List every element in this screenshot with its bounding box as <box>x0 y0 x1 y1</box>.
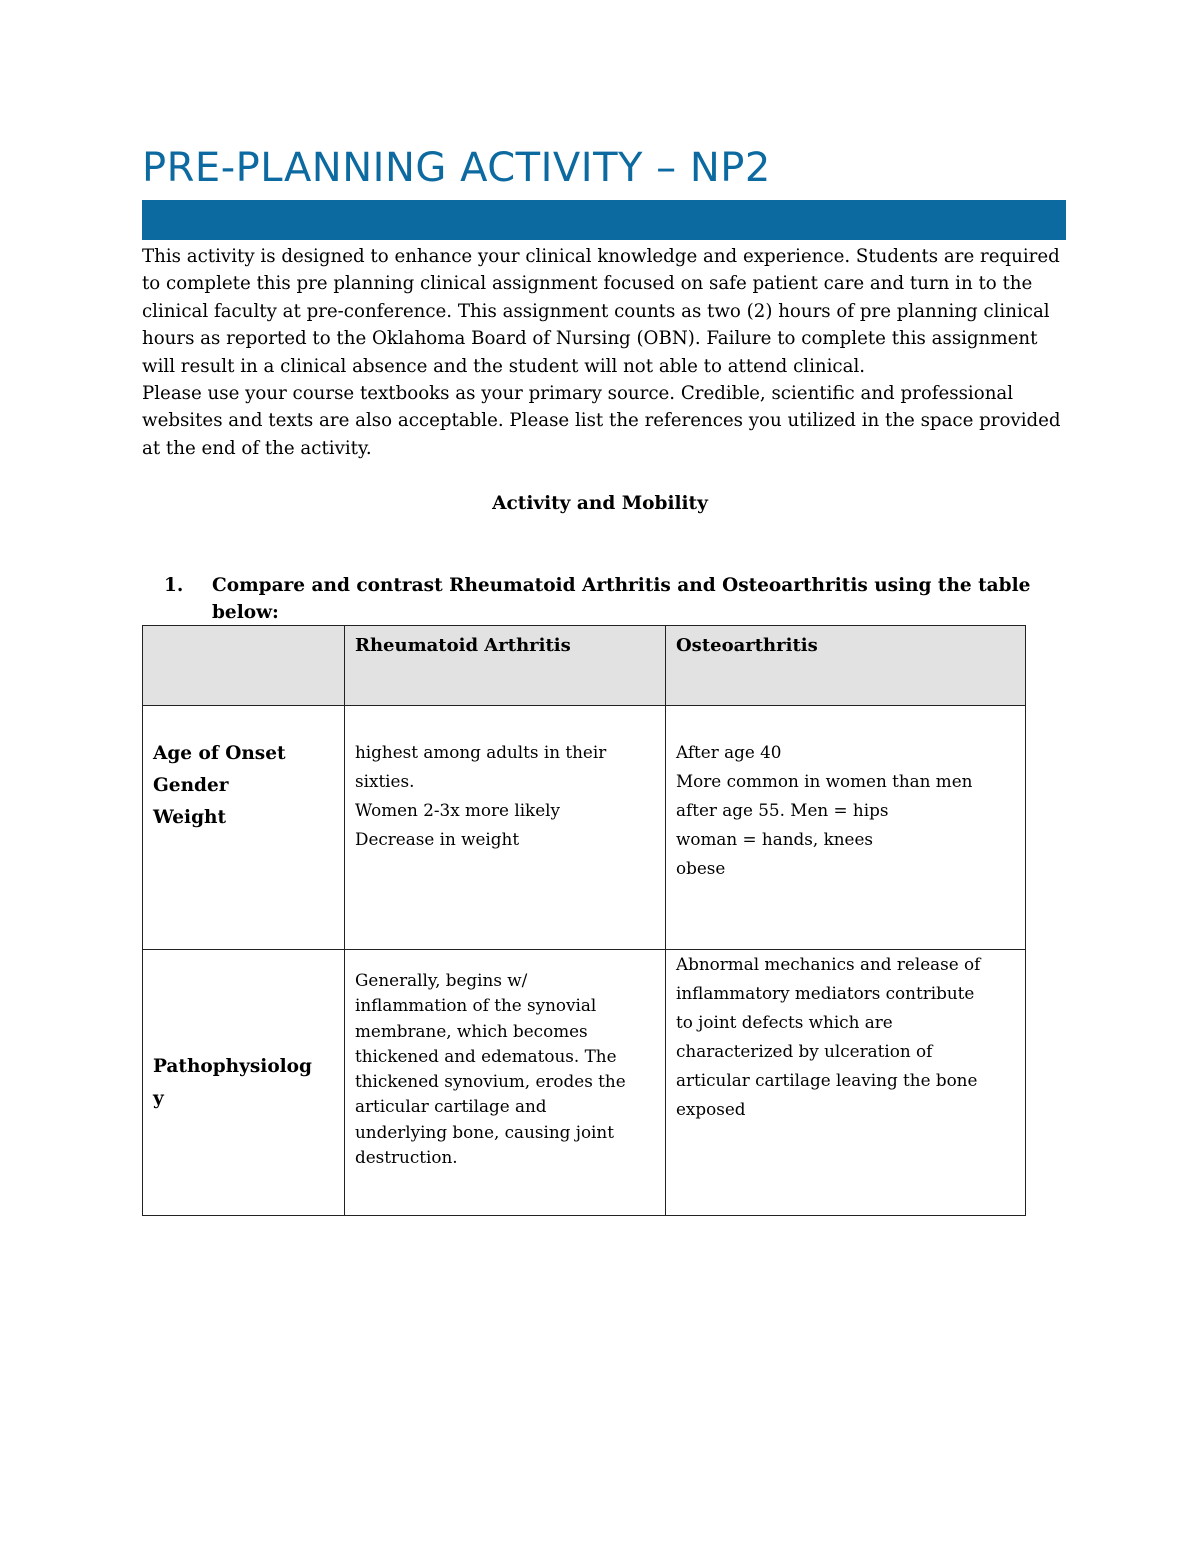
cell-line: inflammation of the synovial <box>355 995 597 1016</box>
cell-line: thickened synovium, erodes the <box>355 1071 626 1092</box>
page-title: PRE-PLANNING ACTIVITY – NP2 <box>142 145 771 191</box>
cell-line: highest among adults in their <box>355 742 607 762</box>
table-header-row <box>143 626 1026 706</box>
section-heading: Activity and Mobility <box>492 493 708 514</box>
cell-line: exposed <box>676 1099 746 1119</box>
cell-line: underlying bone, causing joint <box>355 1121 614 1142</box>
cell-line: thickened and edematous. The <box>355 1045 617 1066</box>
cell-line: articular cartilage and <box>355 1096 547 1117</box>
table-row <box>143 950 1026 1216</box>
intro-text <box>142 243 1072 462</box>
cell-line: Women 2-3x more likely <box>355 800 561 820</box>
cell-line: articular cartilage leaving the bone <box>676 1070 978 1090</box>
title-underline-bar <box>142 200 1066 240</box>
comparison-table <box>142 625 1026 1216</box>
cell-ra-pathophysiology <box>345 950 666 1216</box>
header-cell-empty <box>143 626 345 706</box>
row-label-line: Age of Onset <box>153 743 286 764</box>
cell-ra-age <box>345 706 666 950</box>
cell-line: characterized by ulceration of <box>676 1041 933 1061</box>
row-label-line: Pathophysiolog <box>153 1055 312 1077</box>
row-label-pathophysiology <box>143 950 345 1216</box>
question-number: 1. <box>164 575 184 596</box>
row-label-line: Weight <box>153 807 226 828</box>
cell-line: to joint defects which are <box>676 1012 893 1032</box>
row-label-line: y <box>153 1087 164 1109</box>
cell-oa-age <box>666 706 1026 950</box>
cell-line: Decrease in weight <box>355 829 520 849</box>
row-label-age-gender-weight <box>143 706 345 950</box>
table-row <box>143 706 1026 950</box>
cell-line: More common in women than men <box>676 771 973 791</box>
cell-oa-pathophysiology <box>666 950 1026 1216</box>
cell-line: Abnormal mechanics and release of <box>676 954 981 974</box>
intro-paragraph-1: This activity is designed to enhance your clinical knowledge and experience. Students are required to complete this pre planning clinical assignment focused on safe patient care and turn in to the clinical faculty at pre-conference. This assignment counts as two (2) hours of pre planning clinical hours as reported to the Oklahoma Board of Nursing (OBN). Failure to complete this assignment will result in a clinical absence and the student will not able to attend clinical. <box>142 246 1060 377</box>
cell-line: obese <box>676 858 726 878</box>
question-text: Compare and contrast Rheumatoid Arthritis and Osteoarthritis using the table below: <box>212 575 1031 623</box>
cell-line: membrane, which becomes <box>355 1020 588 1041</box>
header-cell-oa: Osteoarthritis <box>666 626 1026 706</box>
cell-line: after age 55. Men = hips <box>676 800 889 820</box>
cell-line: inflammatory mediators contribute <box>676 983 975 1003</box>
cell-line: woman = hands, knees <box>676 829 874 849</box>
cell-line: destruction. <box>355 1147 458 1168</box>
cell-line: sixties. <box>355 771 415 791</box>
row-label-line: Gender <box>153 775 229 796</box>
cell-line: Generally, begins w/ <box>355 970 528 990</box>
cell-line: After age 40 <box>676 742 782 762</box>
header-cell-ra: Rheumatoid Arthritis <box>345 626 666 706</box>
intro-paragraph-2: Please use your course textbooks as your primary source. Credible, scientific and professional websites and texts are also acceptable. Please list the references you utilized in the space provided at the end of the activity. <box>142 383 1061 459</box>
